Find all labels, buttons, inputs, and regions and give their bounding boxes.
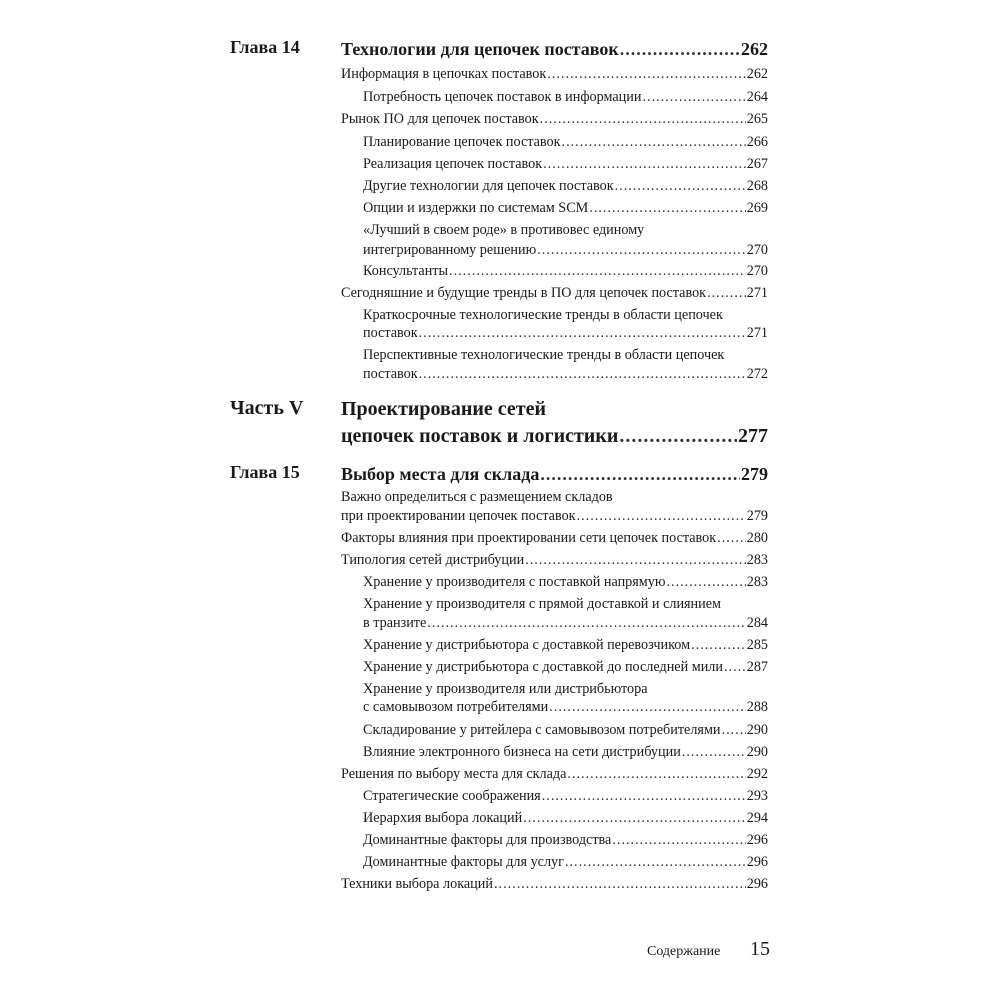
entry-page: 271: [746, 285, 768, 301]
chapter-14-title: Технологии для цепочек поставок: [341, 39, 619, 59]
entry-page: 284: [746, 615, 768, 631]
leader-dots: [537, 240, 746, 261]
entry-title-line1[interactable]: Перспективные технологические тренды в области цепочек: [363, 347, 725, 363]
entry-title-line2: при проектировании цепочек поставок: [341, 508, 576, 524]
chapter-15-label: Глава 15: [230, 462, 300, 482]
leader-dots: [724, 657, 746, 678]
leader-dots: [717, 528, 746, 549]
chapter-15-page: 279: [741, 464, 768, 484]
entry-page: 280: [746, 530, 768, 546]
leader-dots: [427, 613, 745, 634]
toc-entry[interactable]: [341, 64, 768, 85]
toc-entry[interactable]: [341, 109, 768, 130]
leader-dots: [540, 462, 740, 486]
toc-entry[interactable]: [363, 852, 768, 873]
toc-entry[interactable]: [363, 132, 768, 153]
leader-dots: [722, 720, 746, 741]
leader-dots: [419, 323, 746, 344]
entry-title: Рынок ПО для цепочек поставок: [341, 111, 539, 127]
toc-entry[interactable]: [363, 198, 768, 219]
entry-title-line2: с самовывозом потребителями: [363, 699, 549, 715]
entry-page: 267: [746, 156, 768, 172]
entry-title: Другие технологии для цепочек поставок: [363, 178, 614, 194]
entry-page: 279: [746, 508, 768, 524]
entry-title: Складирование у ритейлера с самовывозом потребителями: [363, 722, 721, 738]
leader-dots: [562, 132, 746, 153]
entry-page: 269: [746, 200, 768, 216]
entry-title: Типология сетей дистрибуции: [341, 552, 525, 568]
leader-dots: [525, 550, 746, 571]
entry-title: Информация в цепочках поставок: [341, 66, 547, 82]
entry-title: Хранение у производителя с поставкой напрямую: [363, 574, 666, 590]
toc-entry[interactable]: [363, 613, 768, 634]
leader-dots: [691, 635, 746, 656]
entry-title-line1[interactable]: «Лучший в своем роде» в противовес единому: [363, 222, 645, 238]
leader-dots: [549, 697, 745, 718]
toc-entry[interactable]: [363, 154, 768, 175]
entry-title-line2: поставок: [363, 366, 418, 382]
leader-dots: [494, 874, 746, 895]
entry-page: 272: [746, 366, 768, 382]
entry-page: 296: [746, 876, 768, 892]
entry-title: Решения по выбору места для склада: [341, 766, 567, 782]
toc-entry[interactable]: [363, 87, 768, 108]
entry-title: Доминантные факторы для производства: [363, 832, 612, 848]
toc-entry[interactable]: [341, 550, 768, 571]
part-5-heading[interactable]: [341, 422, 768, 450]
toc-entry[interactable]: [363, 364, 768, 385]
entry-title: Планирование цепочек поставок: [363, 134, 561, 150]
entry-page: 270: [746, 263, 768, 279]
entry-title-line1[interactable]: Краткосрочные технологические тренды в области цепочек: [363, 307, 723, 323]
entry-title: Факторы влияния при проектировании сети цепочек поставок: [341, 530, 717, 546]
entry-title: Опции и издержки по системам SCM: [363, 200, 589, 216]
leader-dots: [612, 830, 745, 851]
toc-entry[interactable]: [363, 830, 768, 851]
entry-page: 294: [746, 810, 768, 826]
leader-dots: [577, 506, 746, 527]
leader-dots: [707, 283, 746, 304]
entry-title-line1[interactable]: Важно определиться с размещением складов: [341, 489, 613, 505]
entry-title-line2: интегрированному решению: [363, 242, 537, 258]
toc-entry[interactable]: [363, 572, 768, 593]
toc-entry[interactable]: [363, 786, 768, 807]
entry-page: 271: [746, 325, 768, 341]
entry-title: Консультанты: [363, 263, 449, 279]
part-5-title-line2: цепочек поставок и логистики: [341, 425, 619, 447]
leader-dots: [542, 786, 746, 807]
entry-page: 264: [746, 89, 768, 105]
toc-entry[interactable]: [341, 506, 768, 527]
entry-page: 266: [746, 134, 768, 150]
entry-page: 262: [746, 66, 768, 82]
entry-page: 292: [746, 766, 768, 782]
entry-title-line1[interactable]: Хранение у производителя или дистрибьютора: [363, 681, 648, 697]
entry-title: Влияние электронного бизнеса на сети дистрибуции: [363, 744, 681, 760]
toc-entry[interactable]: [363, 176, 768, 197]
entry-page: 288: [746, 699, 768, 715]
toc-entry[interactable]: [363, 720, 768, 741]
toc-entry[interactable]: [363, 635, 768, 656]
entry-page: 270: [746, 242, 768, 258]
toc-entry[interactable]: [341, 874, 768, 895]
entry-title-line2: в транзите: [363, 615, 427, 631]
entry-page: 285: [746, 637, 768, 653]
leader-dots: [543, 154, 746, 175]
entry-title: Хранение у дистрибьютора с доставкой перевозчиком: [363, 637, 691, 653]
entry-page: 268: [746, 178, 768, 194]
entry-page: 287: [746, 659, 768, 675]
toc-entry[interactable]: [341, 283, 768, 304]
entry-page: 293: [746, 788, 768, 804]
part-5-title-line1[interactable]: Проектирование сетей: [341, 398, 546, 420]
toc-entry[interactable]: [363, 697, 768, 718]
toc-entry[interactable]: [363, 742, 768, 763]
entry-title: Иерархия выбора локаций: [363, 810, 523, 826]
leader-dots: [682, 742, 746, 763]
entry-page: 290: [746, 722, 768, 738]
toc-entry[interactable]: [341, 764, 768, 785]
leader-dots: [642, 87, 745, 108]
entry-title: Доминантные факторы для услуг: [363, 854, 564, 870]
leader-dots: [666, 572, 745, 593]
toc-entry[interactable]: [363, 261, 768, 282]
part-5-page: 277: [738, 425, 768, 447]
chapter-15-title: Выбор места для склада: [341, 464, 540, 484]
entry-title: Техники выбора локаций: [341, 876, 493, 892]
leader-dots: [567, 764, 745, 785]
chapter-14-page: 262: [741, 39, 768, 59]
toc-entry[interactable]: [341, 528, 768, 549]
entry-title: Хранение у дистрибьютора с доставкой до последней мили: [363, 659, 723, 675]
chapter-14-heading[interactable]: [341, 37, 768, 61]
leader-dots: [565, 852, 746, 873]
leader-dots: [540, 109, 746, 130]
entry-page: 296: [746, 832, 768, 848]
entry-title-line1[interactable]: Хранение у производителя с прямой доставкой и слиянием: [363, 596, 722, 612]
leader-dots: [523, 808, 746, 829]
leader-dots: [547, 64, 745, 85]
entry-page: 265: [746, 111, 768, 127]
entry-page: 283: [746, 552, 768, 568]
leader-dots: [419, 364, 746, 385]
leader-dots: [620, 37, 740, 61]
entry-title: Стратегические соображения: [363, 788, 541, 804]
toc-entry[interactable]: [363, 657, 768, 678]
entry-page: 283: [746, 574, 768, 590]
leader-dots: [619, 422, 737, 450]
page-number: 15: [750, 938, 770, 960]
entry-title: Реализация цепочек поставок: [363, 156, 543, 172]
leader-dots: [589, 198, 745, 219]
entry-page: 290: [746, 744, 768, 760]
chapter-15-heading[interactable]: [341, 462, 768, 486]
chapter-14-label: Глава 14: [230, 37, 300, 57]
entry-title-line2: поставок: [363, 325, 418, 341]
leader-dots: [615, 176, 746, 197]
running-footer-label: Содержание: [647, 944, 721, 959]
toc-entry[interactable]: [363, 808, 768, 829]
entry-page: 296: [746, 854, 768, 870]
entry-title: Потребность цепочек поставок в информации: [363, 89, 642, 105]
toc-entry[interactable]: [363, 240, 768, 261]
entry-title: Сегодняшние и будущие тренды в ПО для цепочек поставок: [341, 285, 707, 301]
leader-dots: [449, 261, 746, 282]
part-5-label: Часть V: [230, 397, 304, 419]
toc-entry[interactable]: [363, 323, 768, 344]
